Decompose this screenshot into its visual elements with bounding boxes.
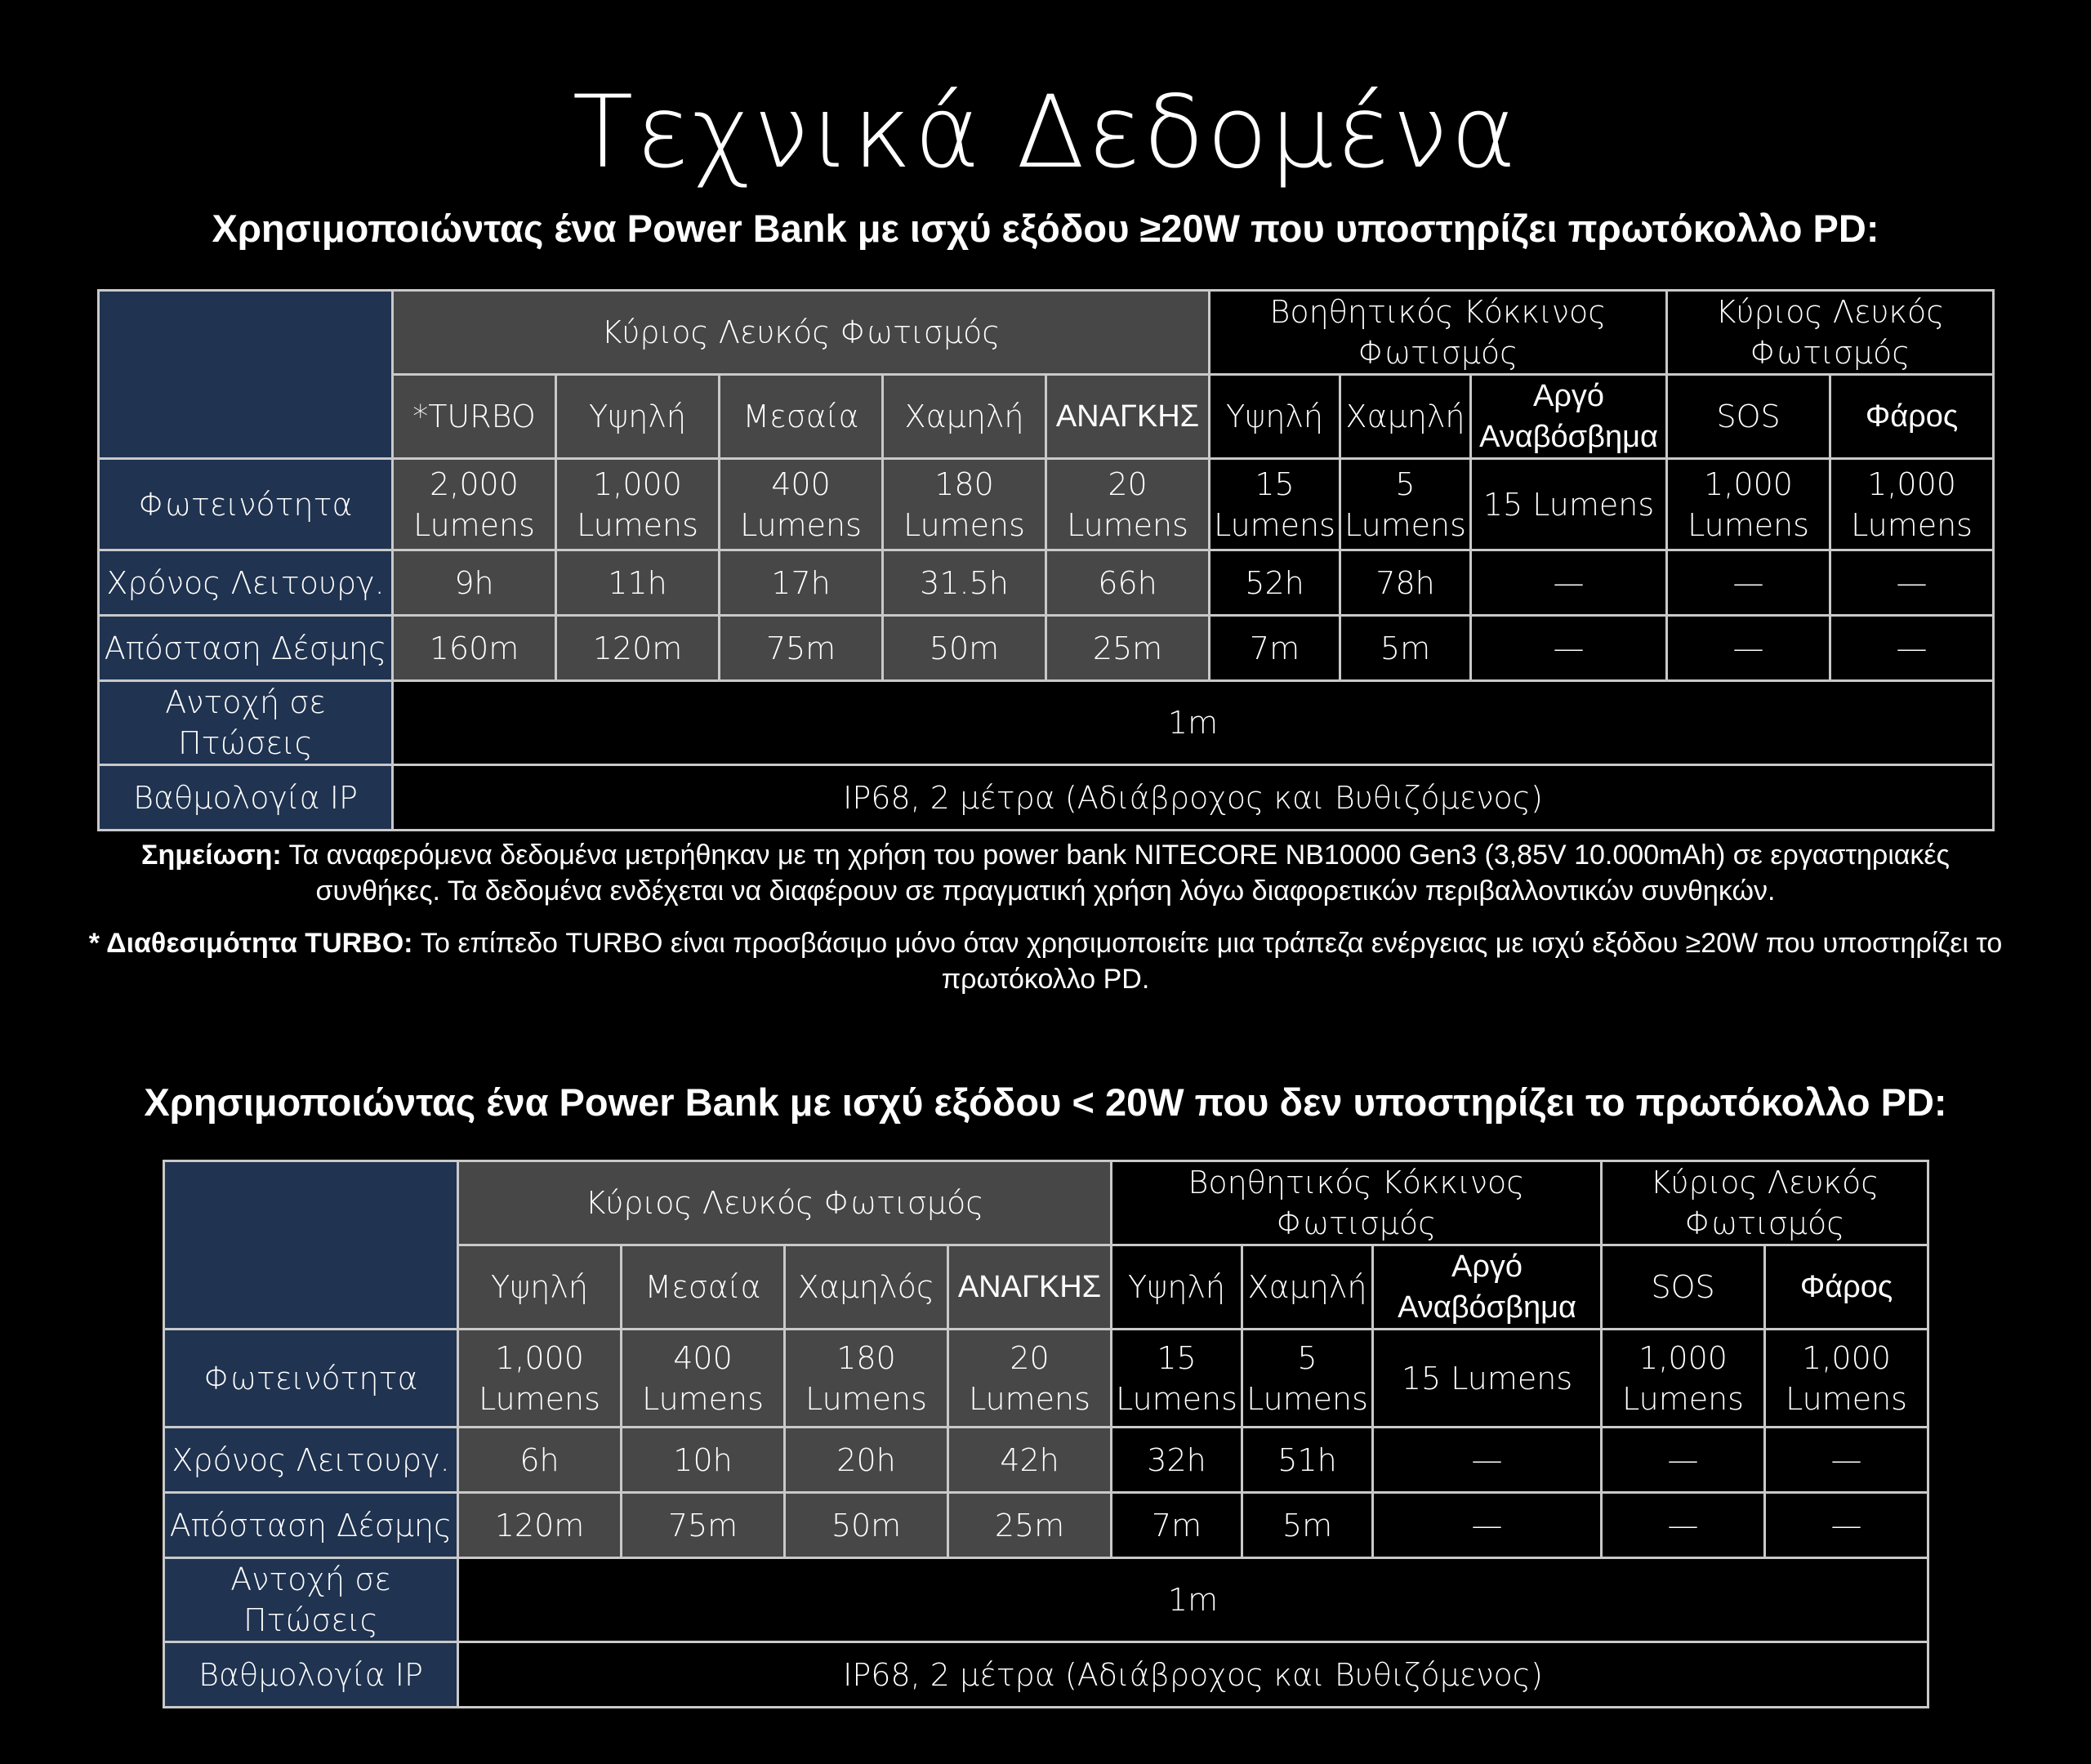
runtime-cell: 11h xyxy=(556,550,720,616)
beam-cell: — xyxy=(1765,1493,1928,1558)
spec-table-non-pd xyxy=(163,1160,1929,1708)
beam-cell: 120m xyxy=(458,1493,622,1558)
mode-cell: Χαμηλός xyxy=(785,1245,948,1330)
brightness-cell: 5 Lumens xyxy=(1242,1330,1373,1428)
beam-cell: 75m xyxy=(622,1493,785,1558)
note-label: Σημείωση: xyxy=(141,840,282,871)
turbo-text: Το επίπεδο TURBO είναι προσβάσιμο μόνο όταν χρησιμοποιείτε μια τράπεζα ενέργειας με ισχύ εξόδου ≥20W που υποστηρίζει το πρωτόκολλο PD. xyxy=(420,928,2003,995)
mode-cell: ΑΝΑΓΚΗΣ xyxy=(1046,375,1210,459)
table-row xyxy=(99,459,1994,550)
row-label-brightness: Φωτεινότητα xyxy=(99,459,393,550)
beam-cell: 7m xyxy=(1112,1493,1242,1558)
group-aux-red: Βοηθητικός Κόκκινος Φωτισμός xyxy=(1112,1161,1602,1245)
turbo-note xyxy=(82,925,2009,997)
table-row xyxy=(99,550,1994,616)
ip-value: IP68, 2 μέτρα (Αδιάβροχος και Βυθιζόμενος) xyxy=(393,765,1994,831)
beam-cell: — xyxy=(1830,616,1994,681)
mode-cell: Χαμηλή xyxy=(1242,1245,1373,1330)
mode-cell: SOS xyxy=(1667,375,1830,459)
beam-cell: 50m xyxy=(785,1493,948,1558)
runtime-cell: 6h xyxy=(458,1428,622,1493)
row-label-brightness: Φωτεινότητα xyxy=(164,1330,458,1428)
brightness-cell: 5 Lumens xyxy=(1340,459,1471,550)
group-main-white-special: Κύριος Λευκός Φωτισμός xyxy=(1602,1161,1928,1245)
runtime-cell: — xyxy=(1471,550,1667,616)
section2-heading: Χρησιμοποιώντας ένα Power Bank με ισχύ εξόδου < 20W που δεν υποστηρίζει το πρωτόκολλο PD: xyxy=(144,1080,1947,1124)
group-aux-red: Βοηθητικός Κόκκινος Φωτισμός xyxy=(1210,291,1667,375)
brightness-cell: 15 Lumens xyxy=(1373,1330,1602,1428)
brightness-cell: 1,000 Lumens xyxy=(1667,459,1830,550)
mode-cell: Μεσαία xyxy=(720,375,883,459)
group-main-white-special: Κύριος Λευκός Φωτισμός xyxy=(1667,291,1994,375)
runtime-cell: 78h xyxy=(1340,550,1471,616)
beam-cell: — xyxy=(1471,616,1667,681)
row-label-ip: Βαθμολογία IP xyxy=(99,765,393,831)
beam-cell: 25m xyxy=(1046,616,1210,681)
table-row xyxy=(164,1428,1928,1493)
brightness-cell: 400 Lumens xyxy=(720,459,883,550)
brightness-cell: 180 Lumens xyxy=(785,1330,948,1428)
runtime-cell: 42h xyxy=(948,1428,1112,1493)
row-label-beam: Απόσταση Δέσμης xyxy=(164,1493,458,1558)
runtime-cell: 17h xyxy=(720,550,883,616)
beam-cell: — xyxy=(1667,616,1830,681)
beam-cell: 5m xyxy=(1242,1493,1373,1558)
runtime-cell: — xyxy=(1765,1428,1928,1493)
spec-table-pd xyxy=(97,289,1995,831)
brightness-cell: 400 Lumens xyxy=(622,1330,785,1428)
brightness-cell: 1,000 Lumens xyxy=(458,1330,622,1428)
beam-cell: 160m xyxy=(393,616,556,681)
mode-cell: SOS xyxy=(1602,1245,1765,1330)
mode-cell: Υψηλή xyxy=(1112,1245,1242,1330)
brightness-cell: 20 Lumens xyxy=(948,1330,1112,1428)
brightness-cell: 15 Lumens xyxy=(1471,459,1667,550)
beam-cell: 25m xyxy=(948,1493,1112,1558)
row-label-runtime: Χρόνος Λειτουργ. xyxy=(164,1428,458,1493)
table-row xyxy=(99,616,1994,681)
table-row xyxy=(164,1330,1928,1428)
mode-cell: Φάρος xyxy=(1765,1245,1928,1330)
brightness-cell: 1,000 Lumens xyxy=(556,459,720,550)
runtime-cell: 9h xyxy=(393,550,556,616)
page-title: Τεχνικά Δεδομένα xyxy=(572,74,1519,190)
table-row xyxy=(99,765,1994,831)
ip-value: IP68, 2 μέτρα (Αδιάβροχος και Βυθιζόμενος) xyxy=(458,1642,1928,1708)
runtime-cell: 51h xyxy=(1242,1428,1373,1493)
runtime-cell: 31.5h xyxy=(883,550,1046,616)
brightness-cell: 2,000 Lumens xyxy=(393,459,556,550)
beam-cell: 5m xyxy=(1340,616,1471,681)
brightness-cell: 180 Lumens xyxy=(883,459,1046,550)
mode-cell: Υψηλή xyxy=(458,1245,622,1330)
group-header-row xyxy=(164,1161,1928,1245)
brightness-cell: 15 Lumens xyxy=(1112,1330,1242,1428)
row-label-ip: Βαθμολογία IP xyxy=(164,1642,458,1708)
row-label-runtime: Χρόνος Λειτουργ. xyxy=(99,550,393,616)
runtime-cell: 20h xyxy=(785,1428,948,1493)
brightness-cell: 20 Lumens xyxy=(1046,459,1210,550)
group-main-white: Κύριος Λευκός Φωτισμός xyxy=(458,1161,1112,1245)
mode-cell: Χαμηλή xyxy=(1340,375,1471,459)
brightness-cell: 1,000 Lumens xyxy=(1830,459,1994,550)
brightness-cell: 1,000 Lumens xyxy=(1765,1330,1928,1428)
group-header-row xyxy=(99,291,1994,375)
brightness-cell: 1,000 Lumens xyxy=(1602,1330,1765,1428)
mode-cell: Χαμηλή xyxy=(883,375,1046,459)
impact-value: 1m xyxy=(393,681,1994,765)
runtime-cell: — xyxy=(1830,550,1994,616)
impact-value: 1m xyxy=(458,1558,1928,1642)
group-main-white: Κύριος Λευκός Φωτισμός xyxy=(393,291,1210,375)
beam-cell: 120m xyxy=(556,616,720,681)
beam-cell: 75m xyxy=(720,616,883,681)
runtime-cell: 52h xyxy=(1210,550,1340,616)
table-row xyxy=(164,1558,1928,1642)
mode-cell: *TURBO xyxy=(393,375,556,459)
runtime-cell: — xyxy=(1373,1428,1602,1493)
row-label-beam: Απόσταση Δέσμης xyxy=(99,616,393,681)
mode-cell: Υψηλή xyxy=(1210,375,1340,459)
runtime-cell: 66h xyxy=(1046,550,1210,616)
corner-cell xyxy=(164,1161,458,1330)
turbo-label: * Διαθεσιμότητα TURBO: xyxy=(88,928,413,959)
row-label-impact: Αντοχή σε Πτώσεις xyxy=(164,1558,458,1642)
runtime-cell: — xyxy=(1602,1428,1765,1493)
beam-cell: — xyxy=(1602,1493,1765,1558)
beam-cell: 50m xyxy=(883,616,1046,681)
row-label-impact: Αντοχή σε Πτώσεις xyxy=(99,681,393,765)
brightness-cell: 15 Lumens xyxy=(1210,459,1340,550)
corner-cell xyxy=(99,291,393,459)
mode-cell: Αργό Αναβόσβημα xyxy=(1471,375,1667,459)
beam-cell: — xyxy=(1373,1493,1602,1558)
runtime-cell: 10h xyxy=(622,1428,785,1493)
beam-cell: 7m xyxy=(1210,616,1340,681)
runtime-cell: — xyxy=(1667,550,1830,616)
mode-cell: Μεσαία xyxy=(622,1245,785,1330)
table-row xyxy=(164,1493,1928,1558)
mode-cell: Υψηλή xyxy=(556,375,720,459)
measurement-note xyxy=(82,837,2009,909)
table-row xyxy=(164,1642,1928,1708)
mode-cell: Αργό Αναβόσβημα xyxy=(1373,1245,1602,1330)
mode-cell: ΑΝΑΓΚΗΣ xyxy=(948,1245,1112,1330)
table-row xyxy=(99,681,1994,765)
note-text: Τα αναφερόμενα δεδομένα μετρήθηκαν με τη χρήση του power bank NITECORE NB10000 Gen3 (3,85V 10.000mAh) σε εργαστηριακές συνθήκες. Τα δεδομένα ενδέχεται να διαφέρουν σε πραγματική χρήση λόγω διαφορετικών περιβαλλοντικών συνθηκών. xyxy=(288,840,1950,906)
section1-heading: Χρησιμοποιώντας ένα Power Bank με ισχύ εξόδου ≥20W που υποστηρίζει πρωτόκολλο PD: xyxy=(212,207,1879,250)
runtime-cell: 32h xyxy=(1112,1428,1242,1493)
mode-cell: Φάρος xyxy=(1830,375,1994,459)
